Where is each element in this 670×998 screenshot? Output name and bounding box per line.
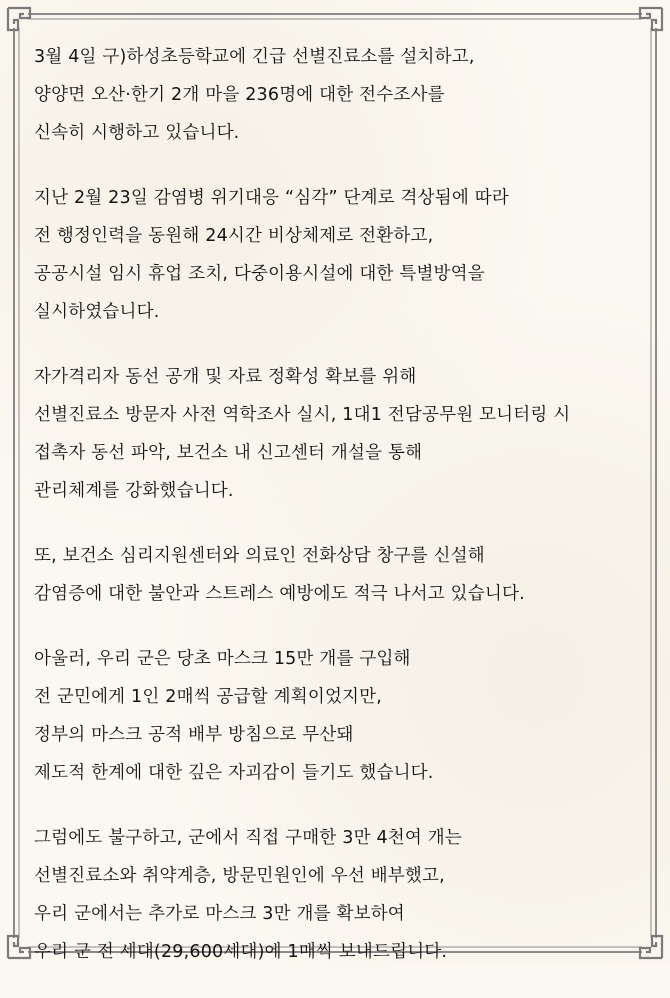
text-line: 신속히 시행하고 있습니다. [34, 123, 240, 143]
text-line: 선별진료소와 취약계층, 방문민원인에 우선 배부했고, [34, 866, 445, 886]
text-line: 정부의 마스크 공적 배부 방침으로 무산돼 [34, 725, 354, 745]
corner-ornament-top-right [640, 8, 662, 30]
text-line: 우리 군 전 세대(29,600세대)에 1매씩 보내드립니다. [34, 942, 448, 962]
corner-ornament-top-left [8, 8, 30, 30]
paragraph-4 [34, 537, 650, 613]
paragraph-3 [34, 358, 650, 510]
paragraph-2 [34, 179, 650, 331]
text-line: 전 행정인력을 동원해 24시간 비상체제로 전환하고, [34, 226, 434, 246]
text-line: 또, 보건소 심리지원센터와 의료인 전화상담 창구를 신설해 [34, 546, 485, 566]
text-line: 자가격리자 동선 공개 및 자료 정확성 확보를 위해 [34, 367, 417, 387]
text-line: 관리체계를 강화했습니다. [34, 481, 234, 501]
text-line: 양양면 오산·한기 2개 마을 236명에 대한 전수조사를 [34, 85, 445, 105]
text-line: 감염증에 대한 불안과 스트레스 예방에도 적극 나서고 있습니다. [34, 584, 525, 604]
text-line: 우리 군에서는 추가로 마스크 3만 개를 확보하여 [34, 904, 405, 924]
text-line: 지난 2월 23일 감염병 위기대응 “심각” 단계로 격상됨에 따라 [34, 188, 509, 208]
text-line: 제도적 한계에 대한 깊은 자괴감이 들기도 했습니다. [34, 763, 434, 783]
text-line: 그럼에도 불구하고, 군에서 직접 구매한 3만 4천여 개는 [34, 828, 462, 848]
corner-ornament-bottom-left [8, 936, 30, 958]
paragraph-1 [34, 38, 650, 152]
text-line: 전 군민에게 1인 2매씩 공급할 계획이었지만, [34, 687, 383, 707]
text-line: 아울러, 우리 군은 당초 마스크 15만 개를 구입해 [34, 649, 411, 669]
text-line: 공공시설 임시 휴업 조치, 다중이용시설에 대한 특별방역을 [34, 264, 485, 284]
paragraph-5 [34, 640, 650, 792]
text-line: 선별진료소 방문자 사전 역학조사 실시, 1대1 전담공무원 모니터링 시 [34, 405, 571, 425]
paragraph-6 [34, 819, 650, 971]
text-line: 실시하였습니다. [34, 302, 160, 322]
text-line: 3월 4일 구)하성초등학교에 긴급 선별진료소를 설치하고, [34, 47, 475, 67]
text-line: 접촉자 동선 파악, 보건소 내 신고센터 개설을 통해 [34, 443, 423, 463]
document-body [34, 38, 650, 998]
